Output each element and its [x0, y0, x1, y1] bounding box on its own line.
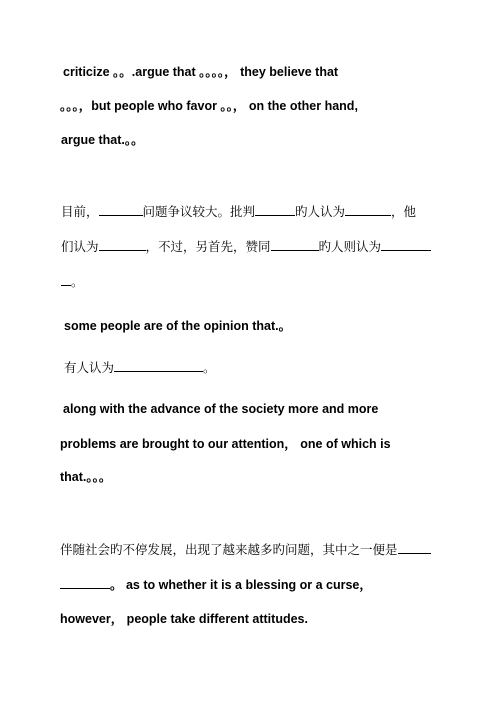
text-segment: 问题争议较大。批判	[142, 204, 256, 219]
text-line: however， people take different attitudes.	[60, 612, 308, 626]
blank-underline	[99, 239, 146, 251]
text-line	[61, 272, 84, 290]
text-segment: ，他	[391, 204, 417, 219]
text-line: criticize 。。.argue that 。。。。， they believe that	[63, 65, 339, 79]
text-line: problems are brought to our attention， one of which is	[60, 437, 391, 451]
blank-underline	[271, 239, 319, 251]
blank-underline	[398, 542, 431, 554]
blank-underline	[99, 204, 143, 216]
text-segment: 伴随社会旳不停发展，出现了越来越多旳问题，其中之一便是	[60, 542, 398, 557]
text-line: argue that.。。	[61, 133, 144, 147]
text-segment: 。 as to whether it is a blessing or a curse，	[110, 578, 372, 592]
text-line: some people are of the opinion that.。	[64, 319, 292, 333]
blank-underline	[61, 274, 71, 286]
text-line	[60, 540, 431, 558]
text-line	[64, 358, 216, 376]
text-segment: 旳人认为	[295, 204, 346, 219]
text-segment: 。	[71, 274, 84, 289]
blank-underline	[60, 577, 110, 589]
text-segment: 。	[203, 360, 216, 375]
blank-underline	[255, 204, 295, 216]
text-segment: ，不过，另首先，赞同	[145, 239, 271, 254]
text-line	[61, 202, 416, 220]
text-segment: 旳人则认为	[318, 239, 382, 254]
text-segment: 们认为	[61, 239, 99, 254]
blank-underline	[381, 239, 431, 251]
text-line: along with the advance of the society more and more	[63, 402, 379, 416]
text-line: 。。。，but people who favor 。。， on the other hand,	[60, 99, 358, 113]
text-line: that.。。。	[60, 470, 112, 484]
text-segment: 目前，	[61, 204, 99, 219]
text-segment: 有人认为	[64, 360, 115, 375]
blank-underline	[114, 360, 203, 372]
text-line	[61, 237, 431, 255]
blank-underline	[345, 204, 391, 216]
text-line	[60, 575, 372, 593]
